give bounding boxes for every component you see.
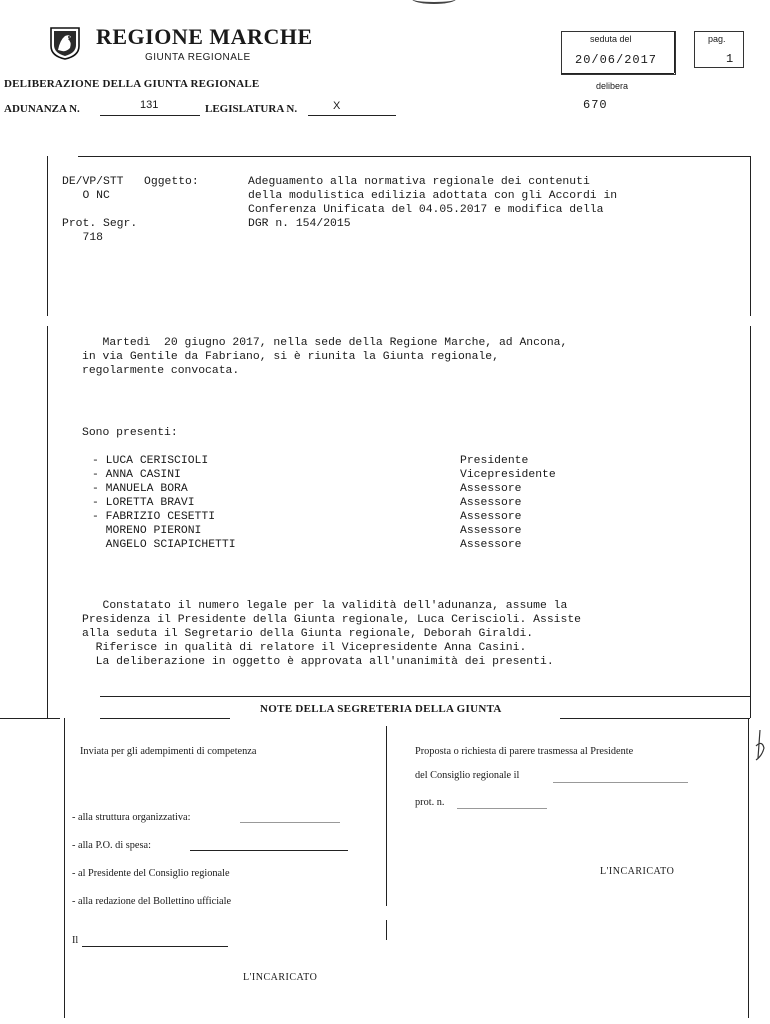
adunanza-underline [100,115,200,116]
seduta-date: 20/06/2017 [575,53,658,67]
proposta-text-line1: Proposta o richiesta di parere trasmessa al Presidente [415,746,634,757]
inviata-item-po-spesa: - alla P.O. di spesa: [72,840,151,851]
body-left-border [47,326,48,718]
note-section-title: NOTE DELLA SEGRETERIA DELLA GIUNTA [260,703,502,715]
seduta-label: seduta del [590,34,632,44]
members-names: - LUCA CERISCIOLI - ANNA CASINI - MANUELA BORA - LORETTA BRAVI - FABRIZIO CESETTI MORENO PIERONI ANGELO SCIAPICHETTI [92,455,236,551]
note-right-line [560,718,750,719]
incaricato-right: L'INCARICATO [600,866,675,877]
inviata-item-struttura: - alla struttura organizzativa: [72,812,191,823]
note-middle-divider-low [386,920,387,940]
organization-subtitle: GIUNTA REGIONALE [145,52,251,63]
note-top-line [100,696,750,697]
struttura-underline [240,822,340,823]
po-spesa-underline [190,850,348,851]
organization-name: REGIONE MARCHE [96,24,313,49]
adunanza-number: 131 [140,99,159,111]
page-number: 1 [726,52,734,66]
prot-label: prot. n. [415,797,445,808]
inviata-label: Inviata per gli adempimenti di competenza [80,746,257,757]
members-roles: Presidente Vicepresidente Assessore Assessore Assessore Assessore Assessore [460,455,556,551]
il-date-underline [82,946,228,947]
note-left-border [64,718,65,1018]
regione-marche-logo-icon [48,26,82,60]
delibera-number: 670 [583,98,608,112]
margin-signature-mark [752,728,768,764]
adunanza-label: ADUNANZA N. [4,103,80,115]
proposta-date-underline [553,782,688,783]
presenti-label: Sono presenti: [82,427,178,439]
il-label: Il [72,935,79,946]
inviata-item-presidente: - al Presidente del Consiglio regionale [72,868,230,879]
protocol-block: DE/VP/STT Oggetto: O NC Prot. Segr. 718 [62,176,199,244]
note-left-stub [0,718,60,719]
incaricato-left: L'INCARICATO [243,972,318,983]
note-middle-divider [386,726,387,906]
oggetto-left-border [47,156,48,316]
body-right-border [750,326,751,718]
note-right-border [748,718,749,1018]
opening-paragraph: Martedì 20 giugno 2017, nella sede della Regione Marche, ad Ancona, in via Gentile da Fabriano, si è riunita la Giunta regionale, regolarmente convocata. [82,337,568,377]
delibera-label: delibera [596,81,629,91]
oggetto-top-border [78,156,750,157]
legislatura-number: X [333,100,341,112]
oggetto-text: Adeguamento alla normativa regionale dei contenuti della modulistica edilizia adottata con gli Accordi in Conferenza Unificata del 04.05.2017 e modifica della DGR n. 154/2015 [248,176,618,230]
proposta-text-line2: del Consiglio regionale il [415,770,520,781]
document-type-title: DELIBERAZIONE DELLA GIUNTA REGIONALE [4,78,260,90]
inviata-item-bollettino: - alla redazione del Bollettino ufficiale [72,896,232,907]
closing-paragraph: Constatato il numero legale per la validità dell'adunanza, assume la Presidenza il Presidente della Giunta regionale, Luca Ceriscioli. Assiste alla seduta il Segretario della Giunta regionale, Deborah Giraldi. Riferisce in qualità di relatore il Vicepresidente Anna Casini. La deliberazione in oggetto è approvata all'unanimità dei presenti. [82,600,581,668]
prot-underline [457,808,547,809]
page-label: pag. [708,34,726,44]
scan-mark [412,0,456,4]
note-left-line [100,718,230,719]
legislatura-label: LEGISLATURA N. [205,103,298,115]
oggetto-right-border [750,156,751,316]
legislatura-underline [308,115,396,116]
seduta-divider [561,73,674,74]
seduta-side-line [674,31,675,73]
